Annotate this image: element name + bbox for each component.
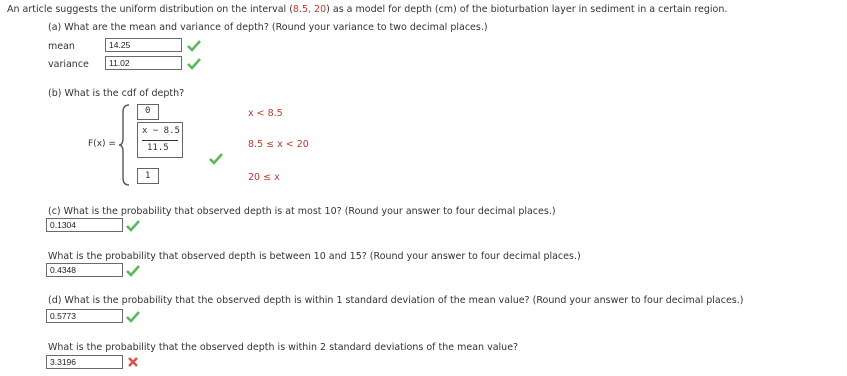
checkmark-icon	[126, 311, 140, 323]
fraction-bar	[142, 140, 178, 141]
case3-input[interactable]	[137, 168, 159, 184]
case2-condition: 8.5 ≤ x < 20	[248, 139, 309, 150]
checkmark-icon	[126, 265, 140, 277]
case3-condition: 20 ≤ x	[248, 172, 280, 183]
variance-input[interactable]: 11.02	[105, 56, 182, 70]
part-c-answer-input[interactable]: 0.1304	[46, 218, 123, 232]
intro-text: An article suggests the uniform distribution on the interval (	[7, 4, 293, 15]
problem-statement	[7, 4, 727, 15]
part-c-question: (c) What is the probability that observed depth is at most 10? (Round your answer to four decimal places.)	[48, 206, 556, 217]
checkmark-icon	[187, 40, 201, 52]
checkmark-icon	[209, 153, 223, 165]
intro-text-end: ) as a model for depth (cm) of the bioturbation layer in sediment in a certain region.	[326, 4, 728, 15]
checkmark-icon	[126, 220, 140, 232]
mean-label: mean	[48, 41, 75, 52]
variance-label: variance	[48, 59, 89, 70]
case2-input[interactable]	[137, 122, 183, 158]
part-c-answer-input-2[interactable]: 0.4348	[46, 263, 123, 277]
interval-values: 8.5, 20	[292, 4, 327, 15]
mean-input[interactable]: 14.25	[105, 38, 182, 52]
part-c-question-2: What is the probability that observed depth is between 10 and 15? (Round your answer to four decimal places.)	[48, 251, 581, 262]
part-b-question: (b) What is the cdf of depth?	[48, 88, 185, 99]
part-d-question: (d) What is the probability that the observed depth is within 1 standard deviation of the mean value? (Round your answer to four decimal places.)	[48, 295, 744, 306]
case1-input[interactable]	[137, 104, 159, 120]
left-brace-icon	[118, 104, 130, 186]
checkmark-icon	[187, 58, 201, 70]
case3-value: 1	[145, 171, 151, 181]
part-a-question: (a) What are the mean and variance of depth? (Round your variance to two decimal places.)	[48, 22, 488, 33]
part-d-answer-input-2[interactable]: 3.3196	[46, 355, 123, 369]
case1-value: 0	[145, 106, 151, 116]
cdf-lhs: F(x) =	[88, 139, 116, 149]
part-d-answer-input[interactable]: 0.5773	[46, 309, 123, 323]
fraction-numerator: x − 8.5	[142, 126, 180, 136]
x-mark-icon	[127, 356, 139, 368]
case1-condition: x < 8.5	[248, 108, 283, 119]
part-d-question-2: What is the probability that the observed depth is within 2 standard deviations of the mean value?	[48, 342, 519, 353]
fraction-denominator: 11.5	[147, 143, 169, 153]
